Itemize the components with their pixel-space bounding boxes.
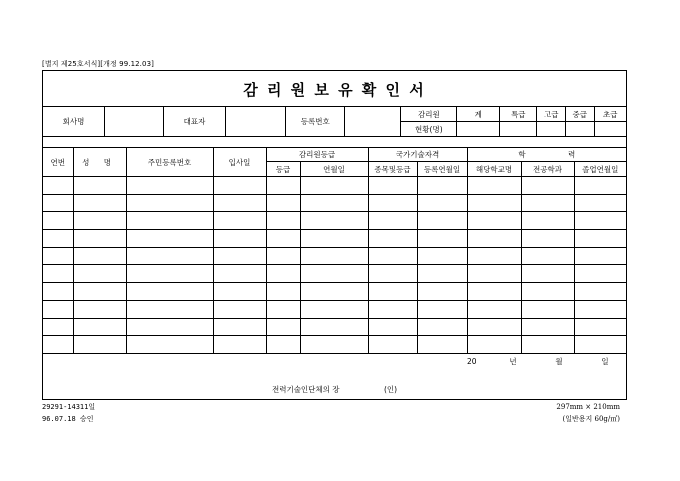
table-row <box>43 283 626 301</box>
date-line <box>467 356 609 367</box>
form-frame <box>42 70 627 400</box>
table-cell[interactable] <box>73 212 126 230</box>
table-cell[interactable] <box>521 265 574 283</box>
senior-value[interactable] <box>537 122 566 137</box>
table-cell[interactable] <box>213 265 266 283</box>
table-cell[interactable] <box>266 283 300 301</box>
table-cell[interactable] <box>73 247 126 265</box>
rep-label: 대표자 <box>164 107 225 137</box>
table-cell[interactable] <box>368 318 417 336</box>
table-cell[interactable] <box>417 336 467 354</box>
table-cell[interactable] <box>266 230 300 248</box>
table-cell[interactable] <box>368 212 417 230</box>
grp-edu: 학 력 <box>467 148 626 162</box>
table-row <box>43 212 626 230</box>
table-cell[interactable] <box>574 212 626 230</box>
table-cell[interactable] <box>300 230 368 248</box>
table-cell[interactable] <box>521 247 574 265</box>
reg-value[interactable] <box>345 107 401 137</box>
table-cell[interactable] <box>300 194 368 212</box>
table-cell[interactable] <box>521 177 574 195</box>
footer-paper: (일반용지 60g/㎡) <box>562 415 620 423</box>
table-cell[interactable] <box>126 212 213 230</box>
table-cell[interactable] <box>417 247 467 265</box>
table-cell[interactable] <box>73 177 126 195</box>
table-cell[interactable] <box>73 283 126 301</box>
table-cell[interactable] <box>521 212 574 230</box>
table-cell[interactable] <box>467 247 521 265</box>
table-cell[interactable] <box>43 212 73 230</box>
table-cell[interactable] <box>467 230 521 248</box>
table-cell[interactable] <box>417 265 467 283</box>
col-no: 연번 <box>43 148 73 177</box>
sub-grade: 등급 <box>266 162 300 177</box>
table-cell[interactable] <box>574 318 626 336</box>
table-cell[interactable] <box>467 194 521 212</box>
table-cell[interactable] <box>43 230 73 248</box>
table-row <box>43 318 626 336</box>
table-cell[interactable] <box>467 318 521 336</box>
company-label: 회사명 <box>43 107 104 137</box>
table-cell[interactable] <box>521 300 574 318</box>
table-cell[interactable] <box>368 247 417 265</box>
table-cell[interactable] <box>300 177 368 195</box>
staff-table <box>43 147 626 354</box>
table-cell[interactable] <box>126 283 213 301</box>
status-label-2: 현황(명) <box>401 122 457 137</box>
table-cell[interactable] <box>213 212 266 230</box>
company-value[interactable] <box>104 107 163 137</box>
date-year: 20 <box>467 357 477 366</box>
table-cell[interactable] <box>521 283 574 301</box>
table-cell[interactable] <box>417 212 467 230</box>
table-cell[interactable] <box>417 318 467 336</box>
total-label: 계 <box>457 107 500 122</box>
table-row <box>43 230 626 248</box>
junior-label: 초급 <box>594 107 626 122</box>
table-row <box>43 177 626 195</box>
table-cell[interactable] <box>73 318 126 336</box>
table-cell[interactable] <box>126 300 213 318</box>
table-cell[interactable] <box>368 300 417 318</box>
sub-major: 전공학과 <box>521 162 574 177</box>
table-cell[interactable] <box>213 336 266 354</box>
footer-right <box>556 401 620 425</box>
table-cell[interactable] <box>43 318 73 336</box>
table-cell[interactable] <box>73 336 126 354</box>
table-cell[interactable] <box>213 283 266 301</box>
table-cell[interactable] <box>126 318 213 336</box>
table-cell[interactable] <box>266 336 300 354</box>
table-cell[interactable] <box>43 265 73 283</box>
sub-license-type: 종목및등급 <box>368 162 417 177</box>
table-cell[interactable] <box>213 194 266 212</box>
table-cell[interactable] <box>266 300 300 318</box>
col-name: 성 명 <box>73 148 126 177</box>
table-cell[interactable] <box>417 300 467 318</box>
table-cell[interactable] <box>521 318 574 336</box>
sub-grad-date: 졸업연월일 <box>574 162 626 177</box>
footer-size: 297mm × 210mm <box>556 403 620 411</box>
table-cell[interactable] <box>300 247 368 265</box>
table-row <box>43 336 626 354</box>
table-cell[interactable] <box>126 336 213 354</box>
table-cell[interactable] <box>266 212 300 230</box>
table-cell[interactable] <box>266 194 300 212</box>
form-title: 감 리 원 보 유 확 인 서 <box>243 81 426 99</box>
table-cell[interactable] <box>574 194 626 212</box>
grp-license: 국가기술자격 <box>368 148 467 162</box>
total-value[interactable] <box>457 122 500 137</box>
table-cell[interactable] <box>43 336 73 354</box>
table-cell[interactable] <box>521 194 574 212</box>
date-year-suffix: 년 <box>509 357 517 366</box>
table-cell[interactable] <box>266 265 300 283</box>
table-cell[interactable] <box>43 177 73 195</box>
mid-value[interactable] <box>566 122 595 137</box>
status-label-1: 감리원 <box>401 107 457 122</box>
table-cell[interactable] <box>574 300 626 318</box>
footer-approval: 96.07.18 승인 <box>42 415 94 423</box>
table-cell[interactable] <box>73 230 126 248</box>
table-cell[interactable] <box>43 283 73 301</box>
special-value[interactable] <box>500 122 537 137</box>
table-cell[interactable] <box>521 336 574 354</box>
table-cell[interactable] <box>417 230 467 248</box>
table-cell[interactable] <box>266 318 300 336</box>
signature-line <box>43 384 626 395</box>
signature-seal: (인) <box>383 385 398 394</box>
table-cell[interactable] <box>213 230 266 248</box>
table-cell[interactable] <box>467 336 521 354</box>
sub-school: 해당학교명 <box>467 162 521 177</box>
footer-left <box>42 401 95 425</box>
table-cell[interactable] <box>300 283 368 301</box>
table-cell[interactable] <box>266 247 300 265</box>
table-cell[interactable] <box>300 336 368 354</box>
table-cell[interactable] <box>574 265 626 283</box>
footer-code: 29291-14311일 <box>42 403 96 411</box>
table-row <box>43 300 626 318</box>
table-cell[interactable] <box>467 177 521 195</box>
table-row <box>43 265 626 283</box>
table-cell[interactable] <box>213 247 266 265</box>
col-rrn: 주민등록번호 <box>126 148 213 177</box>
reg-label: 등록번호 <box>286 107 345 137</box>
sub-grade-date: 연월일 <box>300 162 368 177</box>
table-cell[interactable] <box>574 336 626 354</box>
signature-org: 전력기술인단체의 장 <box>271 385 340 394</box>
table-cell[interactable] <box>126 265 213 283</box>
table-cell[interactable] <box>300 318 368 336</box>
table-cell[interactable] <box>73 300 126 318</box>
table-cell[interactable] <box>213 318 266 336</box>
table-cell[interactable] <box>467 265 521 283</box>
table-cell[interactable] <box>43 300 73 318</box>
table-cell[interactable] <box>574 247 626 265</box>
table-cell[interactable] <box>467 283 521 301</box>
table-cell[interactable] <box>213 177 266 195</box>
table-cell[interactable] <box>368 177 417 195</box>
table-cell[interactable] <box>266 177 300 195</box>
table-cell[interactable] <box>574 283 626 301</box>
rep-value[interactable] <box>225 107 285 137</box>
senior-label: 고급 <box>537 107 566 122</box>
table-cell[interactable] <box>417 177 467 195</box>
table-cell[interactable] <box>368 336 417 354</box>
table-cell[interactable] <box>521 230 574 248</box>
table-cell[interactable] <box>126 194 213 212</box>
table-cell[interactable] <box>43 194 73 212</box>
table-cell[interactable] <box>73 194 126 212</box>
table-row <box>43 247 626 265</box>
table-cell[interactable] <box>368 230 417 248</box>
table-cell[interactable] <box>126 230 213 248</box>
table-cell[interactable] <box>126 177 213 195</box>
table-cell[interactable] <box>300 300 368 318</box>
table-cell[interactable] <box>43 247 73 265</box>
table-cell[interactable] <box>574 230 626 248</box>
date-day-suffix: 일 <box>601 357 609 366</box>
table-cell[interactable] <box>417 194 467 212</box>
sub-license-date: 등록연월일 <box>417 162 467 177</box>
table-cell[interactable] <box>126 247 213 265</box>
table-cell[interactable] <box>368 265 417 283</box>
table-cell[interactable] <box>417 283 467 301</box>
col-join: 입사일 <box>213 148 266 177</box>
grp-grade: 감리원등급 <box>266 148 368 162</box>
company-info-table <box>43 106 626 137</box>
mid-label: 중급 <box>566 107 595 122</box>
table-cell[interactable] <box>467 212 521 230</box>
special-label: 특급 <box>500 107 537 122</box>
form-number-note: [별지 제25호서식][개정 99.12.03] <box>42 60 154 68</box>
table-cell[interactable] <box>213 300 266 318</box>
table-cell[interactable] <box>467 300 521 318</box>
table-cell[interactable] <box>300 212 368 230</box>
table-cell[interactable] <box>368 283 417 301</box>
table-cell[interactable] <box>368 194 417 212</box>
table-cell[interactable] <box>73 265 126 283</box>
date-month-suffix: 월 <box>555 357 563 366</box>
table-row <box>43 194 626 212</box>
table-cell[interactable] <box>300 265 368 283</box>
junior-value[interactable] <box>594 122 626 137</box>
table-cell[interactable] <box>574 177 626 195</box>
